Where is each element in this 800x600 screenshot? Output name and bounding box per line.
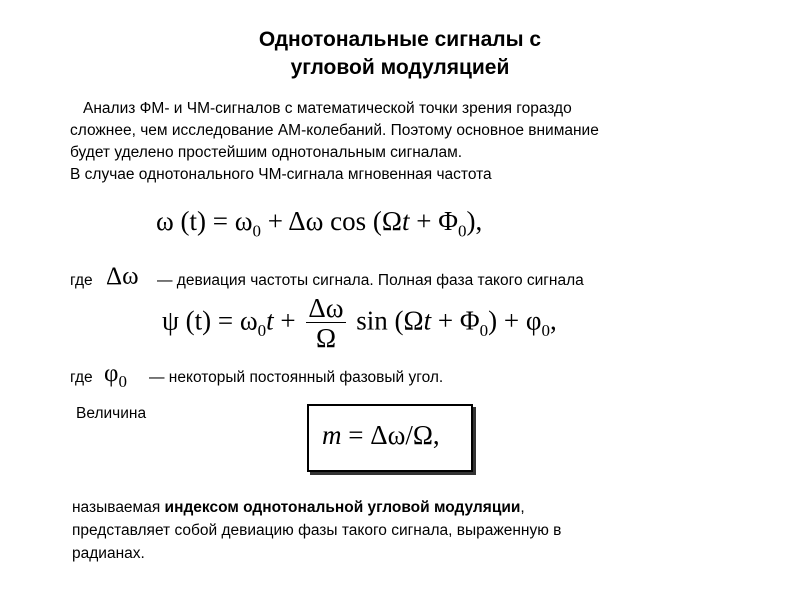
formula2-lhs: ψ (t)	[162, 305, 212, 336]
formula1-eq: =	[212, 206, 228, 236]
formula3-eq: =	[348, 420, 364, 450]
where2-phi: φ	[104, 360, 119, 387]
definition-line-3: радианах.	[72, 545, 145, 562]
formula2-phi: Φ	[459, 305, 480, 336]
formula2-denominator: Ω	[315, 323, 337, 353]
definition-line-2: представляет собой девиацию фазы такого сигнала, выраженную в	[72, 522, 562, 539]
formula2-t: t	[266, 305, 274, 336]
formula1-close: ),	[466, 206, 483, 236]
formula2-fraction	[306, 294, 345, 353]
where1-prefix: где	[70, 272, 93, 289]
formula1-delta-cos: Δω cos (Ω	[288, 206, 402, 236]
where1-text: — девиация частоты сигнала. Полная фаза такого сигнала	[157, 272, 584, 289]
formula1-omega0: ω	[234, 206, 253, 236]
formula-full-phase	[162, 294, 557, 353]
formula2-plus: +	[280, 305, 296, 336]
formula1-phi: Φ	[438, 206, 458, 236]
definition-term: индексом однотональной угловой модуляции	[164, 499, 521, 516]
title-line-1: Однотональные сигналы с	[258, 28, 542, 51]
intro-line-3: будет уделено простейшим однотональным сигналам.	[70, 144, 463, 161]
definition-prefix: называемая	[72, 499, 161, 516]
formula1-t: t	[401, 206, 410, 236]
formula2-sub-phi: 0	[479, 321, 489, 341]
where2-symbol	[104, 360, 127, 392]
formula1-plus2: +	[416, 206, 432, 236]
definition-line-1	[72, 497, 525, 519]
formula2-t2: t	[423, 305, 432, 336]
intro-line-1: Анализ ФМ- и ЧМ-сигналов с математической точки зрения гораздо	[83, 100, 572, 117]
formula2-phi0: φ	[525, 305, 542, 336]
formula1-plus: +	[267, 206, 284, 236]
formula-modulation-index	[322, 420, 440, 451]
page-title	[0, 26, 800, 82]
formula2-numerator: Δω	[308, 293, 344, 323]
formula3-rhs: Δω/Ω,	[370, 420, 440, 450]
formula2-plus2: +	[437, 305, 454, 336]
formula2-sin: sin (Ω	[356, 305, 424, 336]
formula2-sub-phi0: 0	[541, 321, 550, 341]
title-line-2: угловой модуляцией	[290, 56, 510, 79]
definition-comma: ,	[520, 499, 525, 516]
where2-text: — некоторый постоянный фазовый угол.	[149, 369, 444, 386]
formula1-lhs: ω (t)	[156, 206, 207, 236]
where2-sub: 0	[118, 372, 127, 391]
formula3-m: m	[322, 420, 342, 450]
formula2-eq: =	[217, 305, 234, 336]
formula2-omega0: ω	[239, 305, 258, 336]
formula2-close: ) +	[488, 305, 520, 336]
formula2-comma: ,	[549, 305, 557, 336]
where1-symbol: Δω	[106, 263, 139, 290]
where2-prefix: где	[70, 369, 93, 386]
formula1-sub0: 0	[252, 221, 262, 241]
intro-line-2: сложнее, чем исследование АМ-колебаний. Поэтому основное внимание	[70, 122, 599, 139]
magnitude-label: Величина	[76, 405, 147, 422]
intro-line-4: В случае однотонального ЧМ-сигнала мгновенная частота	[70, 166, 492, 183]
formula2-sub0: 0	[257, 321, 267, 341]
formula-instantaneous-frequency	[156, 206, 482, 241]
formula1-sub-phi: 0	[457, 221, 467, 241]
